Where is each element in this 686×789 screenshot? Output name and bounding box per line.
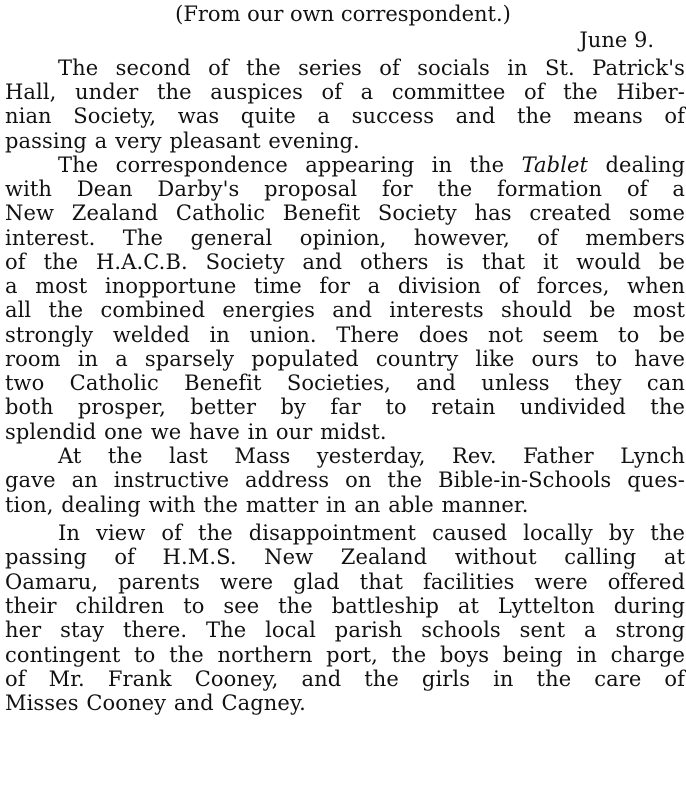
text-line: tion, dealing with the matter in an able manner.: [5, 493, 529, 517]
text-line: gave an instructive address on the Bible-in-Schools ques-: [5, 468, 685, 492]
text-line: room in a sparsely populated country like ours to have: [5, 347, 685, 371]
text-line: passing a very pleasant evening.: [5, 129, 360, 153]
publication-title: Tablet: [521, 153, 589, 177]
text-segment: The correspondence appearing in the: [58, 153, 505, 177]
text-segment: dealing: [605, 153, 685, 177]
text-line: with Dean Darby's proposal for the formation of a: [5, 177, 685, 201]
text-line: interest. The general opinion, however, of members: [5, 226, 685, 250]
text-line: splendid one we have in our midst.: [5, 420, 387, 444]
text-line: her stay there. The local parish schools sent a strong: [5, 618, 685, 642]
text-line: Hall, under the auspices of a committee of the Hiber-: [5, 80, 685, 104]
text-line: At the last Mass yesterday, Rev. Father Lynch: [58, 444, 685, 468]
text-line: Misses Cooney and Cagney.: [5, 691, 306, 715]
text-line: Oamaru, parents were glad that facilities were offered: [5, 570, 685, 594]
text-line: strongly welded in union. There does not seem to be: [5, 323, 685, 347]
text-line: of the H.A.C.B. Society and others is that it would be: [5, 250, 685, 274]
text-line: contingent to the northern port, the boys being in charge: [5, 643, 685, 667]
text-line: In view of the disappointment caused locally by the: [58, 521, 685, 545]
text-line: nian Society, was quite a success and the means of: [5, 104, 685, 128]
correspondent-heading: (From our own correspondent.): [175, 2, 511, 26]
text-line: two Catholic Benefit Societies, and unless they can: [5, 371, 685, 395]
text-line: their children to see the battleship at Lyttelton during: [5, 594, 685, 618]
text-line-with-italic: [58, 153, 685, 177]
text-line: all the combined energies and interests should be most: [5, 298, 685, 322]
text-line: a most inopportune time for a division of forces, when: [5, 274, 685, 298]
dateline: June 9.: [579, 28, 654, 52]
text-line: The second of the series of socials in St. Patrick's: [58, 56, 685, 80]
text-line: both prosper, better by far to retain undivided the: [5, 395, 685, 419]
text-line: of Mr. Frank Cooney, and the girls in the care of: [5, 667, 685, 691]
text-line: passing of H.M.S. New Zealand without calling at: [5, 545, 685, 569]
text-line: New Zealand Catholic Benefit Society has created some: [5, 201, 685, 225]
